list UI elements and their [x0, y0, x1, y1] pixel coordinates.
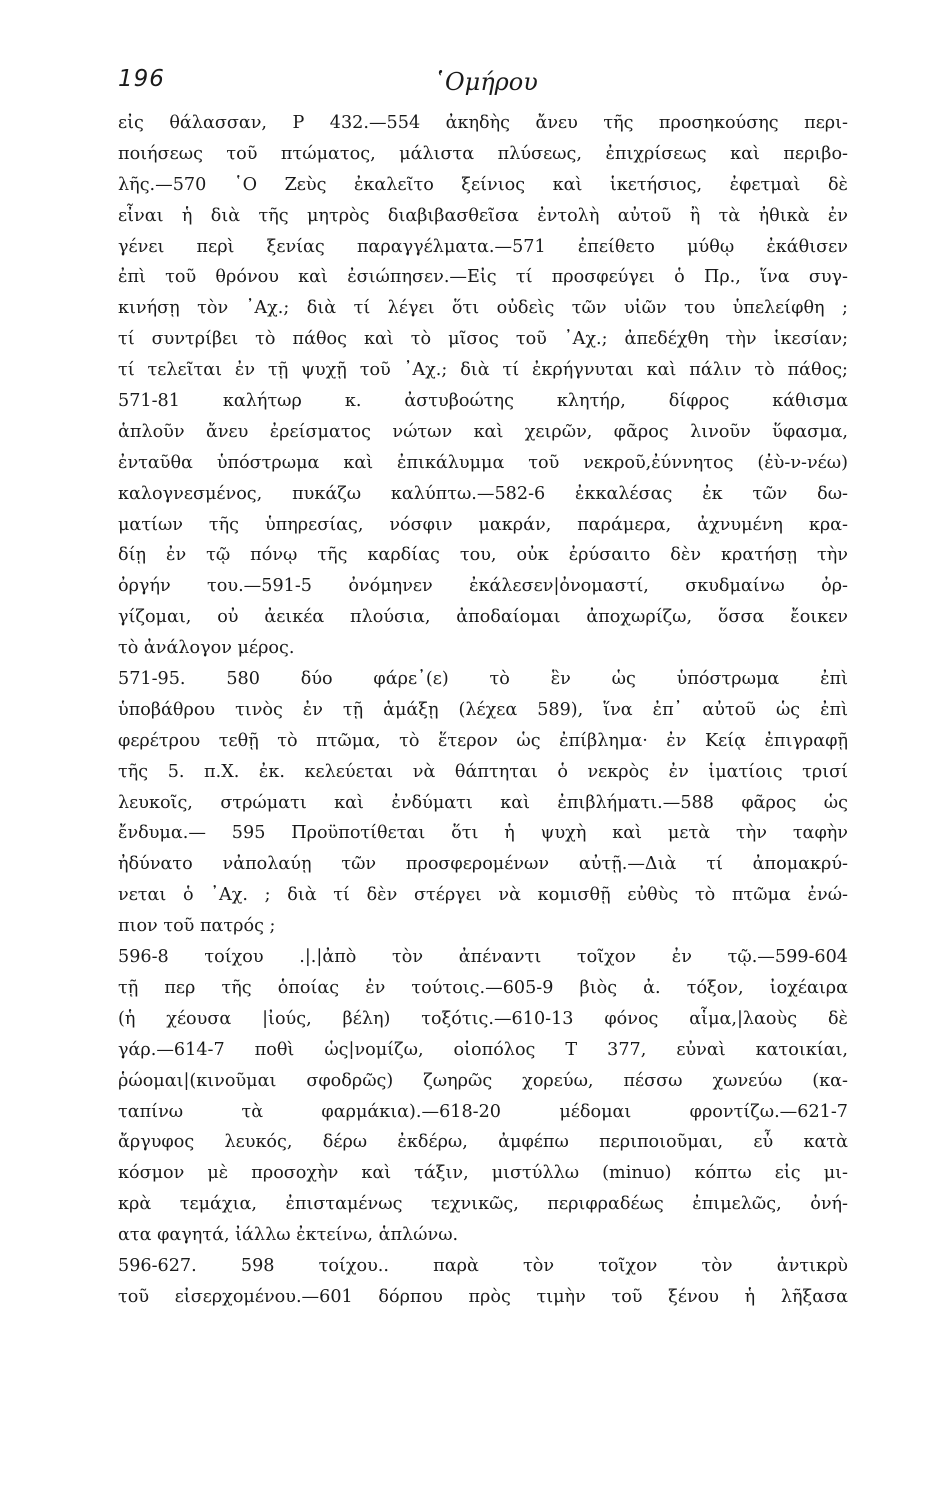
- text-line: 596-627. 598 τοίχου.. παρὰ τὸν τοῖχον τὸν ἀντικρὺ: [118, 1255, 848, 1276]
- text-line: φερέτρου τεθῇ τὸ πτῶμα, τὸ ἕτερον ὡς ἐπίβλημα· ἐν Κείᾳ ἐπιγραφῇ: [118, 730, 848, 751]
- text-line: τί συντρίβει τὸ πάθος καὶ τὸ μῖσος τοῦ ᾿Αχ.; ἀπεδέχθη τὴν ἱκεσίαν;: [118, 329, 848, 350]
- text-line: ματίων τῆς ὑπηρεσίας, νόσφιν μακράν, παράμερα, ἀχνυμένη κρα-: [118, 514, 848, 535]
- text-line: ποιήσεως τοῦ πτώματος, μάλιστα πλύσεως, ἐπιχρίσεως καὶ περιβο-: [118, 143, 848, 164]
- text-line: ῥώομαι|(κινοῦμαι σφοδρῶς) ζωηρῶς χορεύω, πέσσω χωνεύω (κα-: [118, 1070, 848, 1091]
- text-line: κόσμον μὲ προσοχὴν καὶ τάξιν, μιστύλλω (minuo) κόπτω εἰς μι-: [118, 1163, 848, 1184]
- text-line: γίζομαι, οὐ ἀεικέα πλούσια, ἀποδαίομαι ἀποχωρίζω, ὅσσα ἔοικεν: [118, 607, 848, 628]
- text-line: καλογνεσμένος, πυκάζω καλύπτω.—582-6 ἐκκαλέσας ἐκ τῶν δω-: [118, 483, 848, 504]
- text-line: ἁπλοῦν ἄνευ ἐρείσματος νώτων καὶ χειρῶν, φᾶρος λινοῦν ὕφασμα,: [118, 421, 848, 442]
- text-line: 571-81 καλήτωρ κ. ἀστυβοώτης κλητήρ, δίφρος κάθισμα: [118, 391, 848, 412]
- text-line: τοῦ εἰσερχομένου.—601 δόρπου πρὸς τιμὴν τοῦ ξένου ἡ λῆξασα: [118, 1286, 848, 1307]
- text-line: εἶναι ἡ διὰ τῆς μητρὸς διαβιβασθεῖσα ἐντολὴ αὐτοῦ ἢ τὰ ἠθικὰ ἐν: [118, 205, 848, 226]
- running-title: ῾Ομήρου: [433, 68, 538, 96]
- page-header: [118, 66, 848, 106]
- text-line: κινήσῃ τὸν ᾿Αχ.; διὰ τί λέγει ὅτι οὐδεὶς τῶν υἱῶν του ὑπελείφθη ;: [118, 298, 848, 319]
- text-line: εἰς θάλασσαν, Ρ 432.—554 ἀκηδὴς ἄνευ τῆς προσηκούσης περι-: [118, 113, 848, 133]
- text-line: ὀργήν του.—591-5 ὀνόμηνεν ἐκάλεσεν|ὀνομαστί, σκυδμαίνω ὀρ-: [118, 576, 848, 597]
- text-line: γάρ.—614-7 ποθὶ ὡς|νομίζω, οἰοπόλος Τ 377, εὐναὶ κατοικίαι,: [118, 1039, 848, 1060]
- text-line: λῆς.—570 ῾Ο Ζεὺς ἐκαλεῖτο ξείνιος καὶ ἱκετήσιος, ἐφετμαὶ δὲ: [118, 174, 848, 195]
- text-line: τῆς 5. π.Χ. ἐκ. κελεύεται νὰ θάπτηται ὁ νεκρὸς ἐν ἱματίοις τρισί: [118, 761, 848, 782]
- commentary-text: [118, 108, 848, 1313]
- text-line: 571-95. 580 δύο φάρε᾿(ε) τὸ ἓν ὡς ὑπόστρωμα ἐπὶ: [118, 669, 848, 690]
- page-number: 196: [118, 66, 165, 92]
- text-line: τὸ ἀνάλογον μέρος.: [118, 638, 295, 659]
- text-line: ἐπὶ τοῦ θρόνου καὶ ἐσιώπησεν.—Εἰς τί προσφεύγει ὁ Πρ., ἵνα συγ-: [118, 267, 848, 288]
- text-line: (ἡ χέουσα |ἰούς, βέλη) τοξότις.—610-13 φόνος αἷμα,|λαοὺς δὲ: [118, 1008, 848, 1029]
- text-line: ταπίνω τὰ φαρμάκια).—618-20 μέδομαι φροντίζω.—621-7: [118, 1101, 848, 1122]
- text-line: ἄργυφος λευκός, δέρω ἐκδέρω, ἀμφέπω περιποιοῦμαι, εὖ κατὰ: [118, 1132, 848, 1153]
- text-line: ατα φαγητά, ἰάλλω ἐκτείνω, ἁπλώνω.: [118, 1225, 459, 1246]
- text-line: νεται ὁ ᾿Αχ. ; διὰ τί δὲν στέργει νὰ κομισθῇ εὐθὺς τὸ πτῶμα ἐνώ-: [118, 885, 848, 906]
- text-line: ὑποβάθρου τινὸς ἐν τῇ ἁμάξῃ (λέχεα 589), ἵνα ἐπ᾿ αὐτοῦ ὡς ἐπὶ: [118, 699, 848, 720]
- text-line: ἔνδυμα.— 595 Προϋποτίθεται ὅτι ἡ ψυχὴ καὶ μετὰ τὴν ταφὴν: [118, 823, 848, 844]
- text-line: τί τελεῖται ἐν τῇ ψυχῇ τοῦ ᾿Αχ.; διὰ τί ἐκρήγνυται καὶ πάλιν τὸ πάθος;: [118, 360, 848, 381]
- text-line: κρὰ τεμάχια, ἐπισταμένως τεχνικῶς, περιφραδέως ἐπιμελῶς, ὀνή-: [118, 1194, 848, 1215]
- text-line: τῇ περ τῆς ὁποίας ἐν τούτοις.—605-9 βιὸς ἀ. τόξον, ἰοχέαιρα: [118, 977, 848, 998]
- text-line: γένει περὶ ξενίας παραγγέλματα.—571 ἐπείθετο μύθῳ ἐκάθισεν: [118, 236, 848, 257]
- text-line: 596-8 τοίχου .|.|ἀπὸ τὸν ἀπέναντι τοῖχον ἐν τῷ.—599-604: [118, 947, 848, 968]
- text-line: δίῃ ἐν τῷ πόνῳ τῆς καρδίας του, οὐκ ἐρύσαιτο δὲν κρατήσῃ τὴν: [118, 545, 848, 566]
- text-line: λευκοῖς, στρώματι καὶ ἐνδύματι καὶ ἐπιβλήματι.—588 φᾶρος ὡς: [118, 792, 848, 813]
- text-line: ἐνταῦθα ὑπόστρωμα καὶ ἐπικάλυμμα τοῦ νεκροῦ,ἐύννητος (ἐὺ-ν-νέω): [118, 452, 848, 473]
- text-line: πιον τοῦ πατρός ;: [118, 916, 276, 937]
- text-line: ἠδύνατο νἀπολαύῃ τῶν προσφερομένων αὐτῇ.—Διὰ τί ἀπομακρύ-: [118, 854, 848, 875]
